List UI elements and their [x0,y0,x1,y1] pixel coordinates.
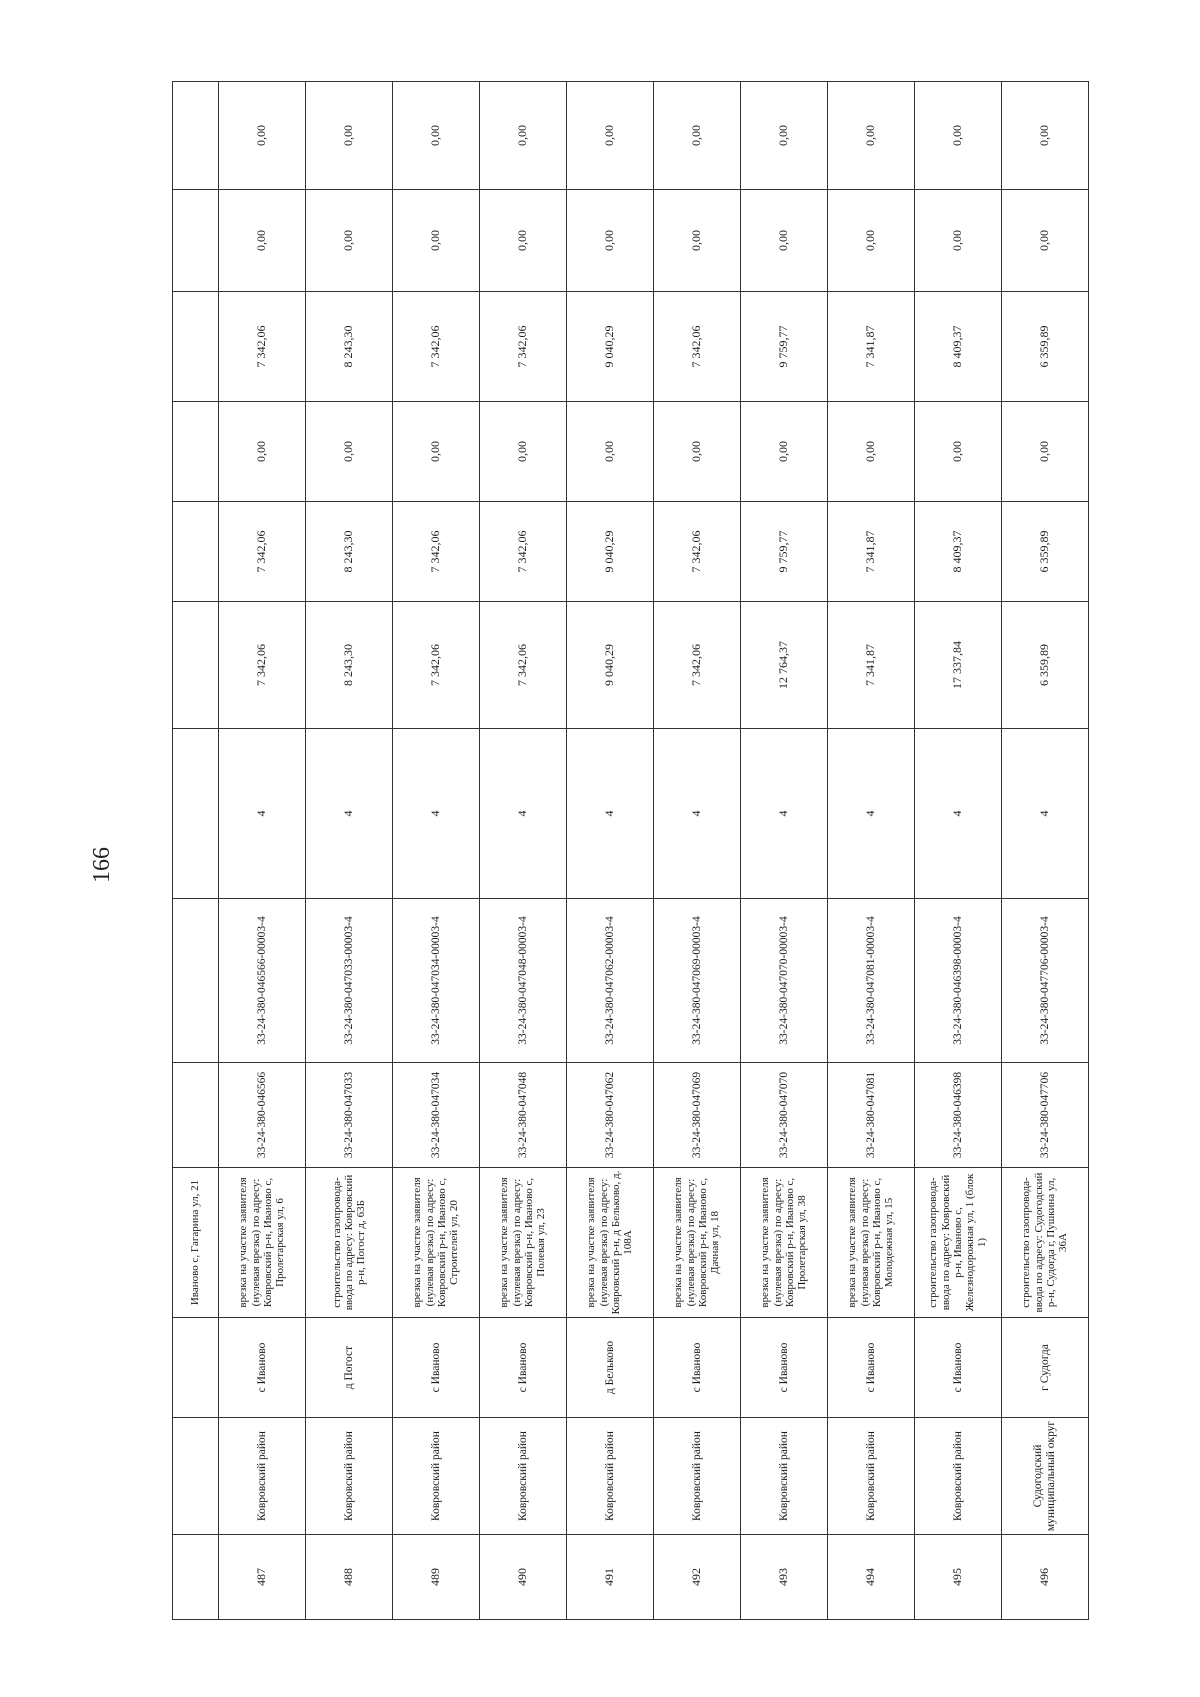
value-col-3-cell: 0,00 [741,402,828,502]
cell-empty [173,899,219,1063]
row-number-cell: 493 [741,1535,828,1620]
row-number-cell: 495 [915,1535,1002,1620]
table-row [741,82,828,1620]
settlement-cell: с Иваново [654,1318,741,1418]
settlement-cell: д Бельково [567,1318,654,1418]
category-cell: 4 [393,729,480,899]
application-number-cell: 33-24-380-047070-00003-4 [741,899,828,1063]
row-number-cell: 487 [219,1535,306,1620]
value-col-1-cell: 6 359,89 [1002,602,1089,729]
cell-empty [173,1063,219,1168]
cell-empty [173,729,219,899]
cell-empty [173,502,219,602]
value-col-5-cell: 0,00 [741,190,828,292]
category-cell: 4 [480,729,567,899]
value-col-1-cell: 7 342,06 [654,602,741,729]
object-code-cell: 33-24-380-046566 [219,1063,306,1168]
value-col-1-cell: 7 342,06 [480,602,567,729]
application-number-cell: 33-24-380-047069-00003-4 [654,899,741,1063]
application-number-cell: 33-24-380-046398-00003-4 [915,899,1002,1063]
district-cell: Ковровский район [654,1418,741,1535]
row-number-cell: 488 [306,1535,393,1620]
cell-empty [173,1535,219,1620]
cell-empty [173,82,219,190]
value-col-4-cell: 7 342,06 [480,292,567,402]
work-description-cell: врезка на участке заявителя (нулевая врезка) по адресу: Ковровский р-н, Иваново с, Молодежная ул, 15 [828,1168,915,1318]
table-row-header-continuation [173,82,219,1620]
cell-empty [173,1318,219,1418]
value-col-5-cell: 0,00 [306,190,393,292]
object-code-cell: 33-24-380-047048 [480,1063,567,1168]
table-row [828,82,915,1620]
district-cell: Ковровский район [567,1418,654,1535]
value-col-3-cell: 0,00 [567,402,654,502]
value-col-3-cell: 0,00 [306,402,393,502]
value-col-1-cell: 7 341,87 [828,602,915,729]
settlement-cell: с Иваново [393,1318,480,1418]
value-col-2-cell: 8 409,37 [915,502,1002,602]
tariff-table [172,81,1089,1620]
object-code-cell: 33-24-380-047081 [828,1063,915,1168]
work-description-cell: врезка на участке заявителя (нулевая врезка) по адресу: Ковровский р-н, Иваново с, Пролетарская ул, 6 [219,1168,306,1318]
value-col-6-cell: 0,00 [1002,82,1089,190]
value-col-2-cell: 9 759,77 [741,502,828,602]
settlement-cell: с Иваново [741,1318,828,1418]
work-description-cell: строительство газопровода-ввода по адресу: Ковровский р-н, Иваново с, Железнодорожная ул, 1 (блок 1) [915,1168,1002,1318]
value-col-3-cell: 0,00 [828,402,915,502]
value-col-1-cell: 7 342,06 [393,602,480,729]
work-description-cell: врезка на участке заявителя (нулевая врезка) по адресу: Ковровский р-н, Иваново с, Пролетарская ул, 38 [741,1168,828,1318]
row-number-cell: 489 [393,1535,480,1620]
work-description-cell: врезка на участке заявителя (нулевая врезка) по адресу: Ковровский р-н, Иваново с, Строителей ул, 20 [393,1168,480,1318]
settlement-cell: с Иваново [915,1318,1002,1418]
object-code-cell: 33-24-380-047069 [654,1063,741,1168]
value-col-3-cell: 0,00 [1002,402,1089,502]
district-cell: Ковровский район [306,1418,393,1535]
value-col-2-cell: 9 040,29 [567,502,654,602]
value-col-6-cell: 0,00 [393,82,480,190]
object-code-cell: 33-24-380-047070 [741,1063,828,1168]
value-col-1-cell: 8 243,30 [306,602,393,729]
value-col-6-cell: 0,00 [828,82,915,190]
category-cell: 4 [915,729,1002,899]
value-col-2-cell: 7 342,06 [393,502,480,602]
value-col-3-cell: 0,00 [219,402,306,502]
value-col-4-cell: 9 759,77 [741,292,828,402]
category-cell: 4 [219,729,306,899]
category-cell: 4 [567,729,654,899]
address-continuation-cell: Иваново с, Гагарина ул, 21 [173,1168,219,1318]
category-cell: 4 [1002,729,1089,899]
application-number-cell: 33-24-380-047062-00003-4 [567,899,654,1063]
value-col-1-cell: 7 342,06 [219,602,306,729]
settlement-cell: с Иваново [828,1318,915,1418]
value-col-6-cell: 0,00 [915,82,1002,190]
work-description-cell: врезка на участке заявителя (нулевая врезка) по адресу: Ковровский р-н, Иваново с, Полевая ул, 23 [480,1168,567,1318]
district-cell: Ковровский район [480,1418,567,1535]
value-col-3-cell: 0,00 [915,402,1002,502]
value-col-5-cell: 0,00 [828,190,915,292]
object-code-cell: 33-24-380-047033 [306,1063,393,1168]
district-cell: Ковровский район [741,1418,828,1535]
category-cell: 4 [306,729,393,899]
row-number-cell: 496 [1002,1535,1089,1620]
value-col-2-cell: 7 341,87 [828,502,915,602]
table-row [654,82,741,1620]
object-code-cell: 33-24-380-047706 [1002,1063,1089,1168]
value-col-2-cell: 7 342,06 [480,502,567,602]
category-cell: 4 [654,729,741,899]
object-code-cell: 33-24-380-047062 [567,1063,654,1168]
row-number-cell: 492 [654,1535,741,1620]
application-number-cell: 33-24-380-047081-00003-4 [828,899,915,1063]
table-row [219,82,306,1620]
cell-empty [173,1418,219,1535]
value-col-4-cell: 7 341,87 [828,292,915,402]
value-col-1-cell: 9 040,29 [567,602,654,729]
application-number-cell: 33-24-380-047034-00003-4 [393,899,480,1063]
settlement-cell: г Судогда [1002,1318,1089,1418]
table-row [915,82,1002,1620]
application-number-cell: 33-24-380-047706-00003-4 [1002,899,1089,1063]
district-cell: Ковровский район [828,1418,915,1535]
value-col-6-cell: 0,00 [654,82,741,190]
settlement-cell: с Иваново [480,1318,567,1418]
value-col-5-cell: 0,00 [480,190,567,292]
value-col-4-cell: 6 359,89 [1002,292,1089,402]
value-col-6-cell: 0,00 [306,82,393,190]
tariff-table-frame [172,82,1088,1620]
application-number-cell: 33-24-380-047033-00003-4 [306,899,393,1063]
table-row [1002,82,1089,1620]
value-col-3-cell: 0,00 [480,402,567,502]
work-description-cell: строительство газопровода-ввода по адресу: Судогодский р-н, Судогда г, Пушкина ул, 36А [1002,1168,1089,1318]
value-col-3-cell: 0,00 [654,402,741,502]
settlement-cell: с Иваново [219,1318,306,1418]
table-row [567,82,654,1620]
row-number-cell: 490 [480,1535,567,1620]
value-col-6-cell: 0,00 [219,82,306,190]
table-row [306,82,393,1620]
value-col-4-cell: 7 342,06 [219,292,306,402]
page-number: 166 [89,847,115,883]
value-col-5-cell: 0,00 [567,190,654,292]
row-number-cell: 494 [828,1535,915,1620]
cell-empty [173,602,219,729]
object-code-cell: 33-24-380-046398 [915,1063,1002,1168]
cell-empty [173,402,219,502]
value-col-6-cell: 0,00 [741,82,828,190]
value-col-4-cell: 8 243,30 [306,292,393,402]
value-col-1-cell: 17 337,84 [915,602,1002,729]
cell-empty [173,292,219,402]
value-col-5-cell: 0,00 [219,190,306,292]
row-number-cell: 491 [567,1535,654,1620]
value-col-5-cell: 0,00 [915,190,1002,292]
value-col-2-cell: 7 342,06 [219,502,306,602]
object-code-cell: 33-24-380-047034 [393,1063,480,1168]
work-description-cell: врезка на участке заявителя (нулевая врезка) по адресу: Ковровский р-н, д Бельково, д. 108А [567,1168,654,1318]
district-cell: Судогодский муниципальный округ [1002,1418,1089,1535]
value-col-5-cell: 0,00 [1002,190,1089,292]
work-description-cell: врезка на участке заявителя (нулевая врезка) по адресу: Ковровский р-н, Иваново с, Дачная ул, 18 [654,1168,741,1318]
value-col-2-cell: 7 342,06 [654,502,741,602]
table-row [393,82,480,1620]
category-cell: 4 [741,729,828,899]
cell-empty [173,190,219,292]
value-col-5-cell: 0,00 [393,190,480,292]
application-number-cell: 33-24-380-047048-00003-4 [480,899,567,1063]
value-col-4-cell: 9 040,29 [567,292,654,402]
value-col-4-cell: 7 342,06 [393,292,480,402]
application-number-cell: 33-24-380-046566-00003-4 [219,899,306,1063]
settlement-cell: д Погост [306,1318,393,1418]
value-col-4-cell: 7 342,06 [654,292,741,402]
district-cell: Ковровский район [915,1418,1002,1535]
work-description-cell: строительство газопровода-ввода по адресу: Ковровский р-н, Погост д, 63Б [306,1168,393,1318]
value-col-5-cell: 0,00 [654,190,741,292]
value-col-4-cell: 8 409,37 [915,292,1002,402]
category-cell: 4 [828,729,915,899]
district-cell: Ковровский район [393,1418,480,1535]
value-col-6-cell: 0,00 [567,82,654,190]
value-col-6-cell: 0,00 [480,82,567,190]
table-row [480,82,567,1620]
value-col-2-cell: 8 243,30 [306,502,393,602]
district-cell: Ковровский район [219,1418,306,1535]
value-col-1-cell: 12 764,37 [741,602,828,729]
value-col-2-cell: 6 359,89 [1002,502,1089,602]
value-col-3-cell: 0,00 [393,402,480,502]
